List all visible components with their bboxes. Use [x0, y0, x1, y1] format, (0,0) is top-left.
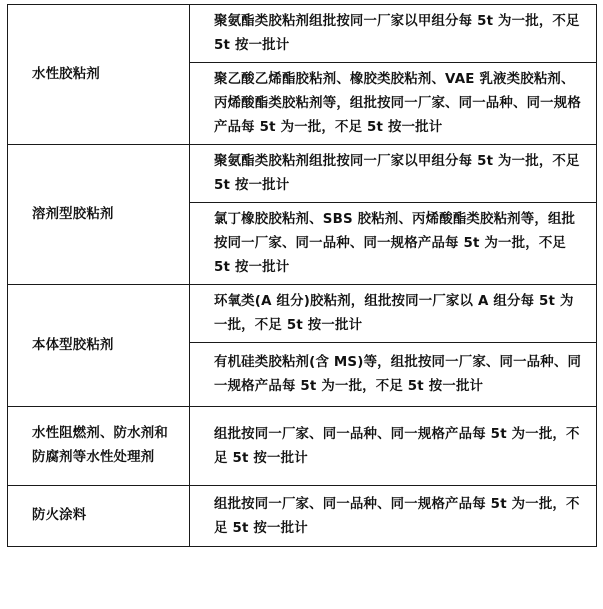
- batch-spec-table: [7, 4, 597, 547]
- rule-cell: 组批按同一厂家、同一品种、同一规格产品每 5t 为一批，不足 5t 按一批计: [190, 407, 597, 486]
- rule-cell: 环氧类(A 组分)胶粘剂，组批按同一厂家以 A 组分每 5t 为一批，不足 5t 按一批计: [190, 285, 597, 343]
- category-cell: 溶剂型胶粘剂: [8, 145, 190, 285]
- table-row: [8, 145, 597, 203]
- table-row: [8, 407, 597, 486]
- category-cell: 防火涂料: [8, 486, 190, 547]
- table-row: [8, 285, 597, 343]
- table-row: [8, 5, 597, 63]
- category-cell: 水性胶粘剂: [8, 5, 190, 145]
- rule-cell: 有机硅类胶粘剂(含 MS)等，组批按同一厂家、同一品种、同一规格产品每 5t 为一批，不足 5t 按一批计: [190, 343, 597, 407]
- table-row: [8, 486, 597, 547]
- rule-cell: 聚氨酯类胶粘剂组批按同一厂家以甲组分每 5t 为一批，不足 5t 按一批计: [190, 145, 597, 203]
- rule-cell: 组批按同一厂家、同一品种、同一规格产品每 5t 为一批，不足 5t 按一批计: [190, 486, 597, 547]
- rule-cell: 聚乙酸乙烯酯胶粘剂、橡胶类胶粘剂、VAE 乳液类胶粘剂、丙烯酸酯类胶粘剂等，组批按同一厂家、同一品种、同一规格产品每 5t 为一批，不足 5t 按一批计: [190, 63, 597, 145]
- category-cell: 本体型胶粘剂: [8, 285, 190, 407]
- rule-cell: 聚氨酯类胶粘剂组批按同一厂家以甲组分每 5t 为一批，不足 5t 按一批计: [190, 5, 597, 63]
- category-cell: 水性阻燃剂、防水剂和防腐剂等水性处理剂: [8, 407, 190, 486]
- rule-cell: 氯丁橡胶胶粘剂、SBS 胶粘剂、丙烯酸酯类胶粘剂等，组批按同一厂家、同一品种、同一规格产品每 5t 为一批，不足 5t 按一批计: [190, 203, 597, 285]
